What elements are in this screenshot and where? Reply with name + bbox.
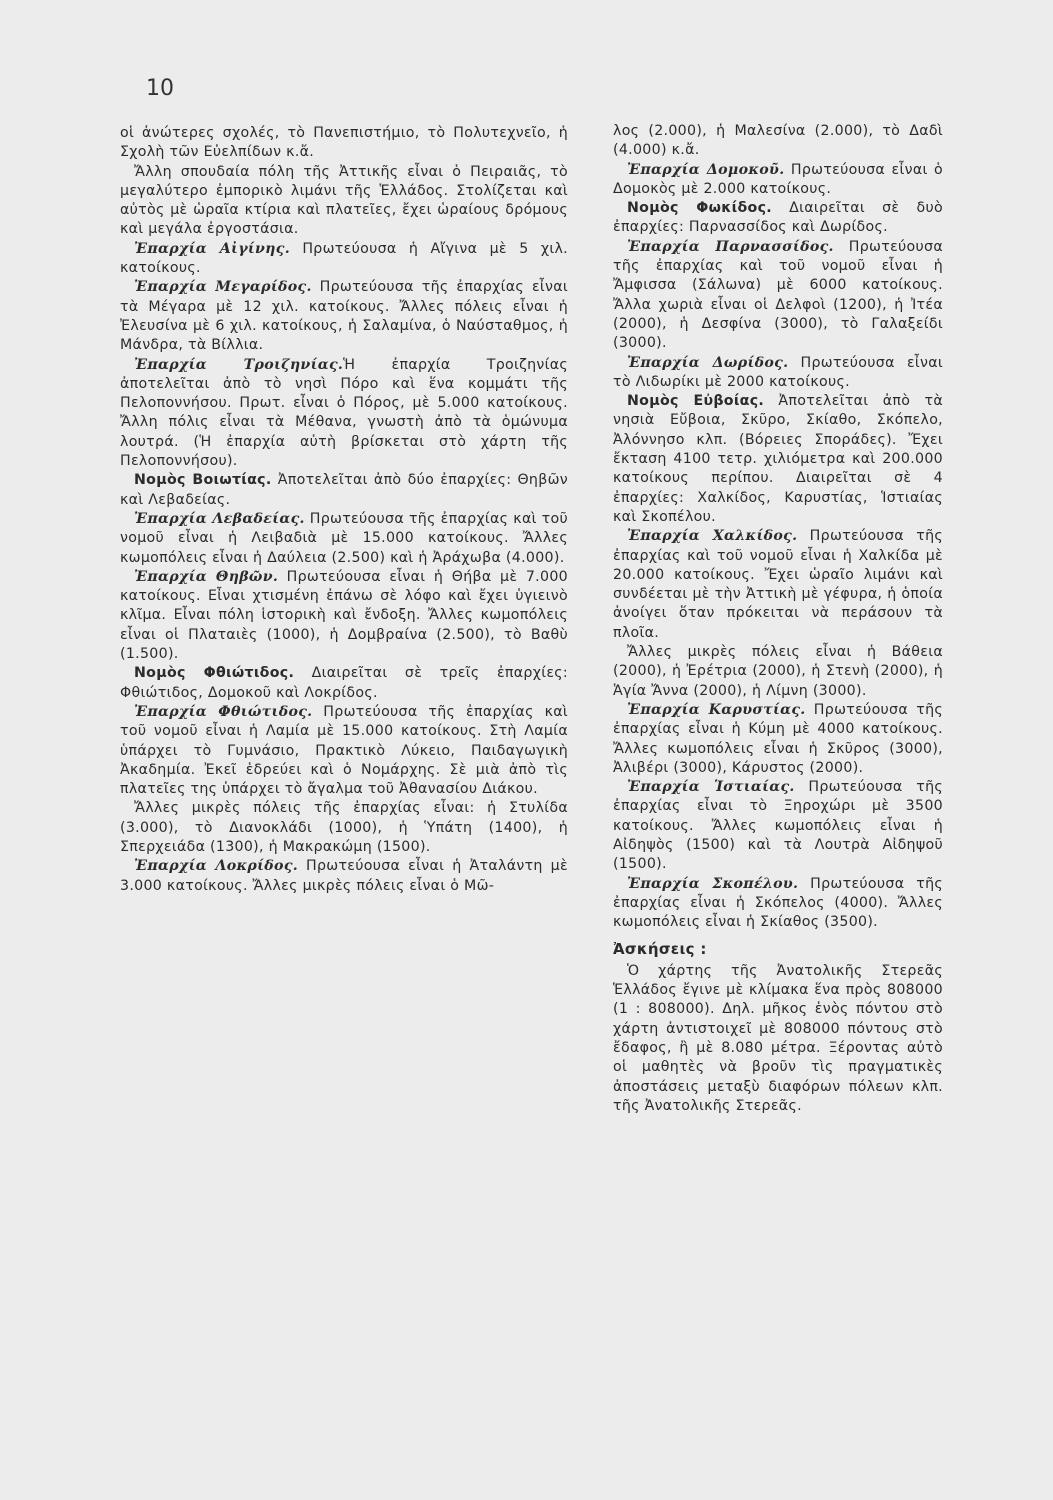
paragraph: Νομὸς Εὐβοίας. Ἀποτελεῖται ἀπὸ τὰ νησιὰ Εὔβοια, Σκῦρο, Σκίαθο, Σκόπελο, Ἀλόννησο κλπ. (Βόρειες Σποράδες). Ἔχει ἔκταση 4100 τετρ. χιλιόμετρα καὶ 200.000 κατοίκους περίπου. Διαιρεῖται σὲ 4 ἐπαρχίες: Χαλκίδος, Καρυστίας, Ἱστιαίας καὶ Σκοπέλου. [613,393,943,525]
subheading: Ἐπαρχία Παρνασσίδος. [627,238,834,255]
subheading: Ἐπαρχία Καρυστίας. [627,701,806,718]
paragraph: Ἐπαρχία Λοκρίδος. Πρωτεύουσα εἶναι ἡ Ἀταλάντη μὲ 3.000 κατοίκους. Ἄλλες μικρὲς πόλεις εἶναι ὁ Μῶ- [120,858,568,894]
paragraph: Ἐπαρχία Ἱστιαίας. Πρωτεύουσα τῆς ἐπαρχίας εἶναι τὸ Ξηροχώρι μὲ 3500 κατοίκους. Ἄλλες κωμοπόλεις εἶναι ἡ Αἰδηψὸς (1500) καὶ τὰ Λουτρὰ Αἰδηψοῦ (1500). [613,779,943,873]
paragraph: λος (2.000), ἡ Μαλεσίνα (2.000), τὸ Δαδὶ (4.000) κ.ἄ. [613,123,943,159]
paragraph: Ἐπαρχία Φθιώτιδος. Πρωτεύουσα τῆς ἐπαρχίας καὶ τοῦ νομοῦ εἶναι ἡ Λαμία μὲ 15.000 κατοίκους. Στὴ Λαμία ὑπάρχει τὸ Γυμνάσιο, Πρακτικὸ Λύκειο, Παιδαγωγικὴ Ἀκαδημία. Ἐκεῖ ἑδρεύει καὶ ὁ Νομάρχης. Σὲ μιὰ ἀπὸ τὶς πλατεῖες της ὑπάρχει τὸ ἄγαλμα τοῦ Ἀθανασίου Διάκου. [120,703,568,798]
paragraph: Ἐπαρχία Σκοπέλου. Πρωτεύουσα τῆς ἐπαρχίας εἶναι ἡ Σκόπελος (4000). Ἄλλες κωμοπόλεις εἶναι ἡ Σκίαθος (3500). [613,875,943,931]
paragraph: οἱ ἀνώτερες σχολές, τὸ Πανεπιστήμιο, τὸ Πολυτεχνεῖο, ἡ Σχολὴ τῶν Εὐελπίδων κ.ἄ. [120,125,568,161]
paragraph: Ἐπαρχία Αἰγίνης. Πρωτεύουσα ἡ Αἴγινα μὲ 5 χιλ. κατοίκους. [120,240,568,277]
nomos-heading: Νομὸς Φθιώτιδος. [134,665,295,682]
subheading: Ἐπαρχία Λεβαδείας. [134,510,305,527]
paragraph: Ἄλλη σπουδαία πόλη τῆς Ἀττικῆς εἶναι ὁ Πειραιᾶς, τὸ μεγαλύτερο ἐμπορικὸ λιμάνι τῆς Ἑλλάδος. Στολίζεται καὶ αὐτὸς μὲ ὡραῖα κτίρια καὶ πλατεῖες, ἔχει ὡραίους δρόμους καὶ μεγάλα ἐργοστάσια. [120,163,568,238]
subheading: Ἐπαρχία Δωρίδος. [627,354,789,371]
nomos-heading: Νομὸς Φωκίδος. [627,200,772,217]
paragraph: Ἐπαρχία Καρυστίας. Πρωτεύουσα τῆς ἐπαρχίας εἶναι ἡ Κύμη μὲ 4000 κατοίκους. Ἄλλες κωμοπόλεις εἶναι ἡ Σκῦρος (3000), Ἀλιβέρι (3000), Κάρυστος (2000). [613,701,943,776]
paragraph: Ἄλλες μικρὲς πόλεις εἶναι ἡ Βάθεια (2000), ἡ Ἐρέτρια (2000), ἡ Στενὴ (2000), ἡ Ἁγία Ἄννα (2000), ἡ Λίμνη (3000). [613,644,943,699]
subheading: Ἐπαρχία Σκοπέλου. [627,875,799,892]
left-column [120,124,568,896]
exercises-text: Ὁ χάρτης τῆς Ἀνατολικῆς Στερεᾶς Ἑλλάδος ἔγινε μὲ κλίμακα ἕνα πρὸς 808000 (1 : 808000). Δηλ. μῆκος ἑνὸς πόντου στὸ χάρτη ἀντιστοιχεῖ μὲ 808000 πόντους στὸ ἔδαφος, ἢ μὲ 8.080 μέτρα. Ξέροντας αὐτὸ οἱ μαθητὲς νὰ βροῦν τὶς πραγματικὲς ἀποστάσεις μεταξὺ διαφόρων πόλεων κλπ. τῆς Ἀνατολικῆς Στερεᾶς. [613,962,943,1114]
paragraph: Νομὸς Φωκίδος. Διαιρεῖται σὲ δυὸ ἐπαρχίες: Παρνασσίδος καὶ Δωρίδος. [613,200,943,236]
paragraph: Νομὸς Φθιώτιδος. Διαιρεῖται σὲ τρεῖς ἐπαρχίες: Φθιώτιδος, Δομοκοῦ καὶ Λοκρίδος. [120,665,568,701]
paragraph: Νομὸς Βοιωτίας. Ἀποτελεῖται ἀπὸ δύο ἐπαρχίες: Θηβῶν καὶ Λεβαδείας. [120,472,568,508]
subheading: Ἐπαρχία Χαλκίδος. [627,528,798,545]
paragraph: Ἐπαρχία Μεγαρίδος. Πρωτεύουσα τῆς ἐπαρχίας εἶναι τὰ Μέγαρα μὲ 12 χιλ. κατοίκους. Ἄλλες πόλεις εἶναι ἡ Ἐλευσίνα μὲ 6 χιλ. κατοίκους, ἡ Σαλαμίνα, ὁ Ναύσταθμος, ἡ Μάνδρα, τὰ Βίλλια. [120,279,568,354]
nomos-heading: Νομὸς Εὐβοίας. [627,393,765,410]
paragraph: Ἄλλες μικρὲς πόλεις τῆς ἐπαρχίας εἶναι: ἡ Στυλίδα (3.000), τὸ Διανοκλάδι (1000), ἡ Ὑπάτη (1400), ἡ Σπερχειάδα (1300), ἡ Μακρακώμη (1500). [120,800,568,855]
subheading: Ἐπαρχία Λοκρίδος. [134,858,298,875]
paragraph: Ἐπαρχία Παρνασσίδος. Πρωτεύουσα τῆς ἐπαρχίας καὶ τοῦ νομοῦ εἶναι ἡ Ἄμφισσα (Σάλωνα) μὲ 6000 κατοίκους. Ἄλλα χωριὰ εἶναι οἱ Δελφοὶ (1200), ἡ Ἰτέα (2000), ἡ Δεσφίνα (3000), τὸ Γαλαξείδι (3000). [613,238,943,352]
paragraph: Ἐπαρχία Χαλκίδος. Πρωτεύουσα τῆς ἐπαρχίας καὶ τοῦ νομοῦ εἶναι ἡ Χαλκίδα μὲ 20.000 κατοίκους. Ἔχει ὡραῖο λιμάνι καὶ συνδέεται μὲ τὴν Ἀττικὴ μὲ γέφυρα, ἡ ὁποία ἀνοίγει ὅταν πρόκειται νὰ περάσουν τὰ πλοῖα. [613,528,943,641]
paragraph: Ἐπαρχία Λεβαδείας. Πρωτεύουσα τῆς ἐπαρχίας καὶ τοῦ νομοῦ εἶναι ἡ Λειβαδιὰ μὲ 15.000 κατοίκους. Ἄλλες κωμοπόλεις εἶναι ἡ Δαύλεια (2.500) καὶ ἡ Ἀράχωβα (4.000). [120,510,568,566]
subheading: Ἐπαρχία Ἱστιαίας. [627,779,795,796]
subheading: Ἐπαρχία Τροιζηνίας. [134,356,344,373]
nomos-heading: Νομὸς Βοιωτίας. [134,472,272,489]
paragraph: Ἐπαρχία Δωρίδος. Πρωτεύουσα εἶναι τὸ Λιδωρίκι μὲ 2000 κατοίκους. [613,354,943,390]
subheading: Ἐπαρχία Φθιώτιδος. [134,703,313,720]
right-column [613,122,943,1116]
subheading: Ἐπαρχία Αἰγίνης. [134,240,290,257]
paragraph: Ἐπαρχία Δομοκοῦ. Πρωτεύουσα εἶναι ὁ Δομοκὸς μὲ 2.000 κατοίκους. [613,161,943,197]
paragraph: Ἐπαρχία Τροιζηνίας.Ἡ ἐπαρχία Τροιζηνίας ἀποτελεῖται ἀπὸ τὸ νησὶ Πόρο καὶ ἕνα κομμάτι τῆς Πελοποννήσου. Πρωτ. εἶναι ὁ Πόρος, μὲ 5.000 κατοίκους. Ἄλλη πόλις εἶναι τὰ Μέθανα, γνωστὴ ἀπὸ τὰ ὁμώνυμα λουτρά. (Ἡ ἐπαρχία αὐτὴ βρίσκεται στὸ χάρτη τῆς Πελοποννήσου). [120,356,568,470]
paragraph: Ἐπαρχία Θηβῶν. Πρωτεύουσα εἶναι ἡ Θήβα μὲ 7.000 κατοίκους. Εἶναι χτισμένη ἐπάνω σὲ λόφο καὶ ἔχει ὑγιεινὸ κλῖμα. Εἶναι πόλη ἱστορικὴ καὶ ἔνδοξη. Ἄλλες κωμοπόλεις εἶναι οἱ Πλαταιὲς (1000), ἡ Δομβραίνα (2.500), τὸ Βαθὺ (1.500). [120,568,568,663]
subheading: Ἐπαρχία Μεγαρίδος. [134,279,312,296]
page-number: 10 [146,76,174,101]
exercises-heading: Ἀσκήσεις : [613,940,707,959]
subheading: Ἐπαρχία Θηβῶν. [134,568,279,585]
subheading: Ἐπαρχία Δομοκοῦ. [627,161,785,178]
